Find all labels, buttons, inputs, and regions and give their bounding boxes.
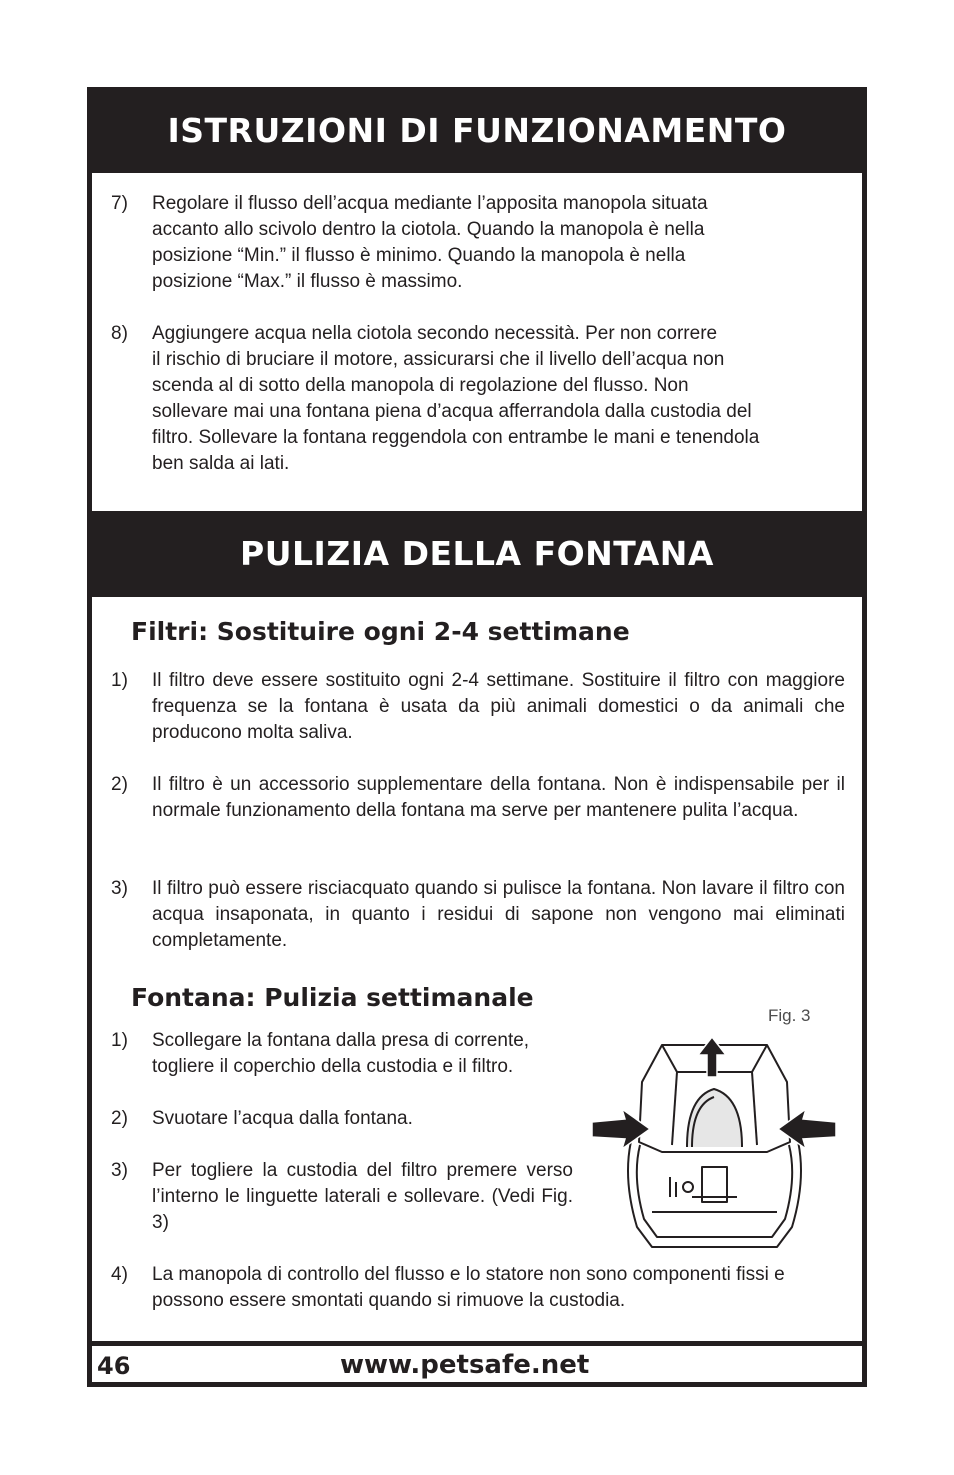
section-title-fountain-cleaning: PULIZIA DELLA FONTANA	[240, 534, 714, 573]
page-frame	[87, 87, 867, 1387]
figure-caption: Fig. 3	[768, 1006, 811, 1025]
item-text: Regolare il flusso dell’acqua mediante l’apposita manopola situata accanto allo scivolo dentro la ciotola. Quando la manopola è nella posizione “Min.” il flusso è minimo. Quando la manopola è nella posizione “Max.” il flusso è massimo.	[152, 193, 708, 292]
item-text: Il filtro è un accessorio supplementare della fontana. Non è indispensabile per il normale funzionamento della fontana ma serve per mantenere pulita l’acqua.	[152, 774, 845, 821]
item-number: 3)	[111, 878, 128, 899]
website-link[interactable]: www.petsafe.net	[340, 1350, 590, 1380]
item-number: 1)	[111, 1030, 128, 1051]
item-number: 8)	[111, 323, 128, 344]
section-body-fountain-cleaning	[92, 597, 862, 1341]
page-number: 46	[97, 1352, 131, 1380]
item-text: Svuotare l’acqua dalla fontana.	[152, 1108, 413, 1129]
fountain-housing-illustration	[592, 1027, 842, 1257]
item-number: 7)	[111, 193, 128, 214]
page-footer	[92, 1346, 862, 1382]
item-number: 4)	[111, 1264, 128, 1285]
item-text: Il filtro deve essere sostituito ogni 2-4 settimane. Sostituire il filtro con maggiore frequenza se la fontana è usata da più animali domestici o da animali che producono molta saliva.	[152, 670, 845, 743]
section-title-operating-instructions: ISTRUZIONI DI FUNZIONAMENTO	[167, 111, 787, 150]
item-number: 3)	[111, 1160, 128, 1181]
item-number: 1)	[111, 670, 128, 691]
item-number: 2)	[111, 1108, 128, 1129]
item-text: Per togliere la custodia del filtro premere verso l’interno le linguette laterali e sollevare. (Vedi Fig. 3)	[152, 1160, 573, 1233]
subheading-filters: Filtri: Sostituire ogni 2-4 settimane	[131, 617, 630, 646]
item-number: 2)	[111, 774, 128, 795]
section-body-operating-instructions	[92, 173, 862, 511]
item-text: Scollegare la fontana dalla presa di corrente, togliere il coperchio della custodia e il filtro.	[152, 1030, 530, 1077]
item-text: Aggiungere acqua nella ciotola secondo necessità. Per non correre il rischio di bruciare il motore, assicurarsi che il livello dell’acqua non scenda al di sotto della manopola di regolazione del flusso. Non sollevare mai una fontana piena d’acqua afferrandola dalla custodia del filtro. Sollevare la fontana reggendola con entrambe le mani e tenendola ben salda ai lati.	[152, 323, 760, 474]
item-text: Il filtro può essere risciacquato quando si pulisce la fontana. Non lavare il filtro con acqua insaponata, in quanto i residui di sapone non vengono mai eliminati completamente.	[152, 878, 845, 951]
item-text: La manopola di controllo del flusso e lo statore non sono componenti fissi e possono essere smontati quando si rimuove la custodia.	[152, 1264, 785, 1311]
subheading-fountain: Fontana: Pulizia settimanale	[131, 983, 534, 1012]
